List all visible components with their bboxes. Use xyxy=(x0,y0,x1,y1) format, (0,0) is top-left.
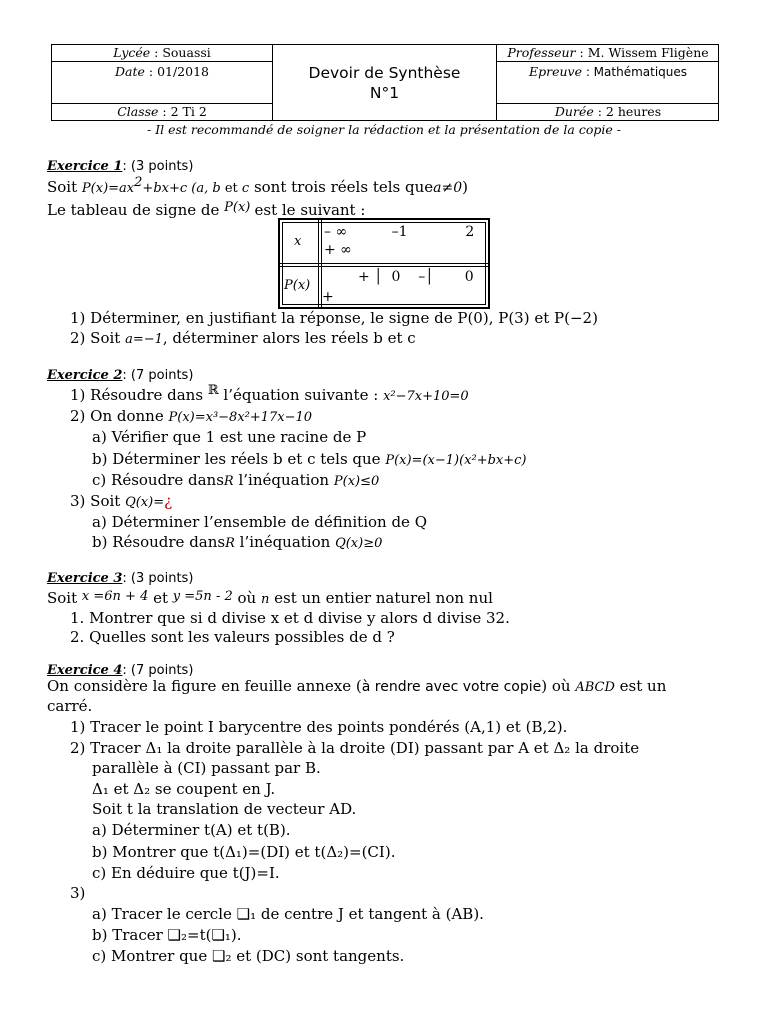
date-cell xyxy=(52,62,272,82)
ex2-q2a: a) Vérifier que 1 est une racine de P xyxy=(92,428,367,446)
ex4-abcd: ABCD xyxy=(575,680,615,695)
professeur-cell xyxy=(497,45,719,61)
ex1-heading xyxy=(47,156,193,174)
ex1-line1: Soit $P(x)=ax^2+bx+c$ (a, b et c sont trois réels tels quea≠0) xyxy=(47,175,468,196)
ex4-q2c: c) En déduire que t(J)=I. xyxy=(92,864,280,882)
ex3-cond: est un entier naturel non nul xyxy=(269,589,493,607)
ex2-q3-a: 3) Soit xyxy=(70,492,126,510)
ex1-soit: Soit xyxy=(47,178,82,196)
ex1-points: : (3 points) xyxy=(122,159,194,174)
duree-value: : 2 heures xyxy=(593,104,662,119)
epreuve-value: : Mathématiques xyxy=(582,65,688,79)
ex4-q2-l1: 2) Tracer Δ₁ la droite parallèle à la droite (DI) passant par A et Δ₂ la droite xyxy=(70,739,640,757)
date-value: : 01/2018 xyxy=(144,64,209,79)
ex3-q1: 1. Montrer que si d divise x et d divise y alors d divise 32. xyxy=(70,609,510,627)
ex4-intro-b: ) où xyxy=(541,677,576,695)
sign-table xyxy=(278,218,490,309)
ex1-q2-eq: a=−1 xyxy=(125,332,163,347)
ex2-q2b-eq: P(x)=(x−1)(x²+bx+c) xyxy=(385,453,527,468)
duree-cell xyxy=(497,104,719,120)
ex4-heading xyxy=(47,660,193,678)
ex1-table-intro: Le tableau de signe de xyxy=(47,201,220,219)
epreuve-cell xyxy=(497,62,719,82)
ex3-ou: où xyxy=(232,589,261,607)
ex2-q2c-b: l’inéquation xyxy=(233,471,334,489)
ex4-q2-l2: parallèle à (CI) passant par B. xyxy=(92,759,321,777)
ex1-q2 xyxy=(70,329,416,347)
ex2-title: Exercice 2 xyxy=(47,368,123,383)
ex3-line xyxy=(47,589,493,607)
ex2-q3b-eq: Q(x)≥0 xyxy=(335,536,383,551)
ex4-intro-a: On considère la figure en feuille annexe ( xyxy=(47,677,362,695)
ex1-cond-text: sont trois réels tels que xyxy=(249,178,434,196)
prof-label: Professeur xyxy=(507,45,576,60)
ex3-et: et xyxy=(148,589,173,607)
ex2-q3b-a: b) Résoudre dans xyxy=(92,533,226,551)
ex2-heading xyxy=(47,365,193,383)
page-title xyxy=(273,63,496,103)
ex4-q1: 1) Tracer le point I barycentre des points pondérés (A,1) et (B,2). xyxy=(70,718,568,736)
ex2-q3b-b: l’inéquation xyxy=(234,533,336,551)
ex2-q2b-a: b) Déterminer les réels b et c tels que xyxy=(92,450,386,468)
ex4-intro-2: carré. xyxy=(47,697,93,715)
sign-table-p-label: P(x) xyxy=(284,278,311,293)
lycee-cell xyxy=(52,45,272,61)
sign-table-x-label: x xyxy=(294,234,302,249)
ex2-q2 xyxy=(70,407,312,425)
ex4-points: : (7 points) xyxy=(122,663,194,678)
prof-value: : M. Wissem Fligène xyxy=(575,45,709,60)
ex4-q2-l3: Δ₁ et Δ₂ se coupent en J. xyxy=(92,780,276,798)
reals-symbol: ℝ xyxy=(207,383,219,398)
ex3-heading xyxy=(47,568,193,586)
ex4-q2-l4: Soit t la translation de vecteur AD. xyxy=(92,800,357,818)
ex2-q3a: a) Déterminer l’ensemble de définition de Q xyxy=(92,513,428,531)
classe-label: Classe xyxy=(117,104,159,119)
ex4-q3c: c) Montrer que ❑₂ et (DC) sont tangents. xyxy=(92,947,405,965)
ex1-q2-a: 2) Soit xyxy=(70,329,126,347)
ex4-q3a: a) Tracer le cercle ❑₁ de centre J et tangent à (AB). xyxy=(92,905,484,923)
recommendation: - Il est recommandé de soigner la rédaction et la présentation de la copie - xyxy=(147,122,621,137)
ex2-q1-eq: x²−7x+10=0 xyxy=(383,389,469,404)
ex1-line2: Le tableau de signe de P(x) est le suivant : xyxy=(47,200,366,219)
ex4-intro-bold: à rendre avec votre copie xyxy=(361,679,542,695)
ex2-q1-a: 1) Résoudre dans xyxy=(70,386,208,404)
ex2-q2b xyxy=(92,450,527,468)
ex1-q2-c: , déterminer alors les réels b et c xyxy=(162,329,416,347)
ex4-q2b: b) Montrer que t(Δ₁)=(DI) et t(Δ₂)=(CI). xyxy=(92,843,396,861)
ex3-x-def: x =6n + 4 xyxy=(81,589,149,604)
title-line-2: N°1 xyxy=(369,84,400,102)
ex4-intro xyxy=(47,677,666,695)
ex4-q3: 3) xyxy=(70,884,86,902)
duree-label: Durée xyxy=(554,104,594,119)
ex4-intro-c: est un xyxy=(614,677,667,695)
ex2-q2c-eq: P(x)≤0 xyxy=(333,474,380,489)
ex1-table-intro-b: est le suivant : xyxy=(254,201,366,219)
ex3-n: n xyxy=(260,592,270,607)
ex2-q3b: b) Résoudre dansR l’inéquation Q(x)≥0 xyxy=(92,533,383,551)
header-table xyxy=(51,44,719,121)
sign-table-x-values-2: + ∞ xyxy=(324,242,352,258)
ex2-points: : (7 points) xyxy=(122,368,194,383)
ex1-q1: 1) Déterminer, en justifiant la réponse, le signe de P(0), P(3) et P(−2) xyxy=(70,309,598,327)
ex4-q2a: a) Déterminer t(A) et t(B). xyxy=(92,821,291,839)
ex2-q2c: c) Résoudre dansR l’inéquation P(x)≤0 xyxy=(92,471,380,489)
lycee-label: Lycée xyxy=(113,45,151,60)
epreuve-label: Epreuve xyxy=(528,64,582,79)
ex3-q2: 2. Quelles sont les valeurs possibles de d ? xyxy=(70,628,395,646)
ex2-q2-eq: P(x)=x³−8x²+17x−10 xyxy=(168,410,313,425)
ex3-soit: Soit xyxy=(47,589,82,607)
ex3-title: Exercice 3 xyxy=(47,571,123,586)
sign-table-x-values: – ∞ –1 2 xyxy=(324,224,475,240)
ex2-q1-b: l’équation suivante : xyxy=(218,386,384,404)
ex2-q3 xyxy=(70,492,172,510)
ex2-q2c-a: c) Résoudre dans xyxy=(92,471,224,489)
ex2-q1 xyxy=(70,383,469,404)
sign-table-p-signs-2: + xyxy=(322,289,334,305)
ex2-q3-eq: Q(x)= xyxy=(125,495,165,510)
sign-table-p-signs: + │ 0 –│ 0 xyxy=(358,269,474,285)
ex2-q2-a: 2) On donne xyxy=(70,407,169,425)
lycee-value: : Souassi xyxy=(150,45,211,60)
ex2-q3-red: ¿ xyxy=(164,492,173,510)
ex4-q3b: b) Tracer ❑₂=t(❑₁). xyxy=(92,926,242,944)
title-line-1: Devoir de Synthèse xyxy=(308,64,461,82)
ex3-y-def: y =5n - 2 xyxy=(172,589,233,604)
date-label: Date xyxy=(115,64,145,79)
classe-value: : 2 Ti 2 xyxy=(158,104,207,119)
classe-cell xyxy=(52,104,272,120)
ex3-points: : (3 points) xyxy=(122,571,194,586)
ex1-title: Exercice 1 xyxy=(47,159,123,174)
ex4-title: Exercice 4 xyxy=(47,663,123,678)
